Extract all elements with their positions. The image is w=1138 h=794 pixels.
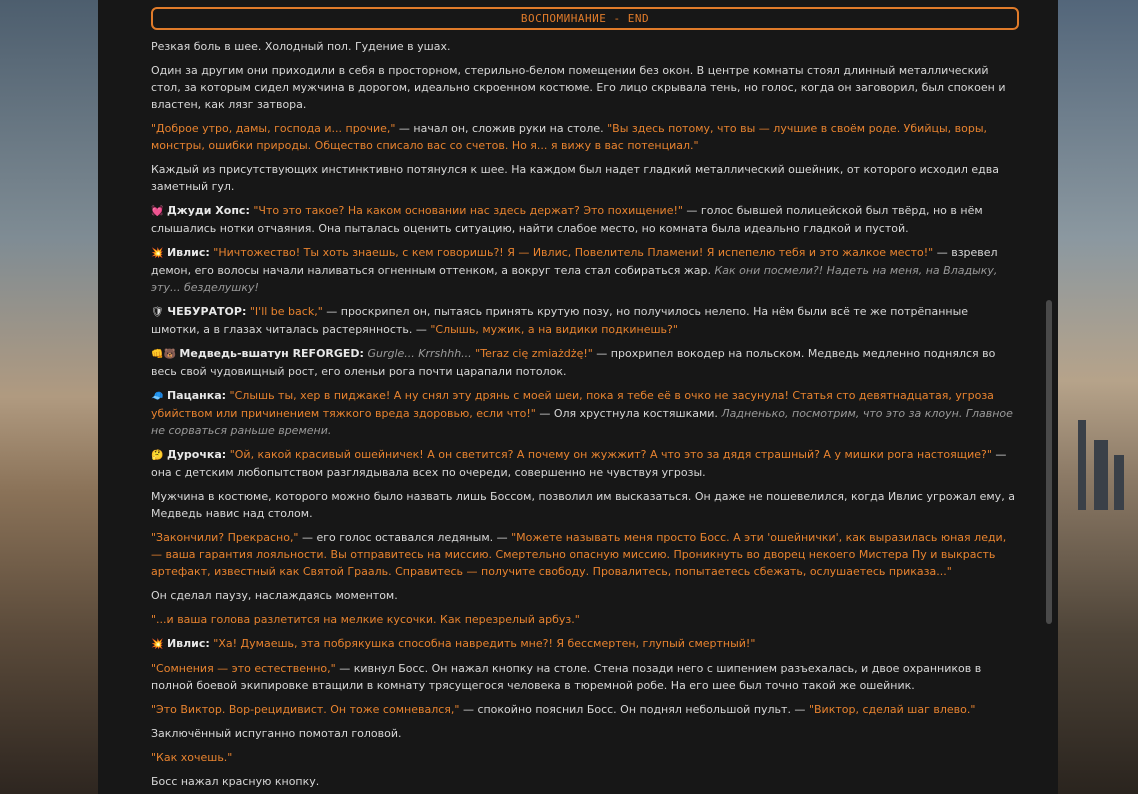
paragraph: Один за другим они приходили в себя в просторном, стерильно-белом помещении без окон. В центре комнаты стоял длинный металлический стол, за которым сидел мужчина в дорогом, идеально скроенном костюме. Его лицо скрывала тень, но голос, когда он заговорил, был спокоен и властен, как лязг затвора. [151,64,1006,111]
character-line: 👊🐻 Медведь-вшатун REFORGED: Gurgle... Krrshhh... "Teraz cię zmiażdżę!" — прохрипел вокодер на польском. Медведь медленно поднялся во весь свой чудовищный рост, его оленьи рога почти царапали потолок. [151,347,996,378]
explosion-icon: 💥 [151,248,164,259]
memory-header-title: ВОСПОМИНАНИЕ - END [520,12,650,25]
explosion-icon: 💥 [151,639,164,650]
paragraph: "Как хочешь." [151,751,233,764]
paragraph: Босс нажал красную кнопку. [151,775,320,788]
character-name: Ивлис: [166,246,210,259]
paragraph: Резкая боль в шее. Холодный пол. Гудение в ушах. [151,40,451,53]
background-tower [1094,440,1108,510]
shield-icon: 🛡 [151,307,164,318]
paragraph: "Это Виктор. Вор-рецидивист. Он тоже сомневался," — спокойно пояснил Босс. Он поднял небольшой пульт. — "Виктор, сделай шаг влево." [151,703,976,716]
background-right [1058,0,1138,794]
character-name: Джуди Хопс: [166,204,250,217]
character-name: Ивлис: [166,637,210,650]
paragraph: Мужчина в костюме, которого можно было назвать лишь Боссом, позволил им высказаться. Он даже не пошевелился, когда Ивлис угрожал ему, а Медведь навис над столом. [151,490,1015,520]
character-line: 💥 Ивлис: "Ха! Думаешь, эта побрякушка способна навредить мне?! Я бессмертен, глупый смертный!" [151,637,756,650]
message-content [151,38,1015,794]
paragraph: "...и ваша голова разлетится на мелкие кусочки. Как перезрелый арбуз." [151,613,580,626]
character-line: 🤔 Дурочка: "Ой, какой красивый ошейничек! А он светится? А почему он жужжит? А что это за дядя страшный? А у мишки рога настоящие?" — она с детским любопытством разглядывала всех по очереди, совершенно не чувствуя угрозы. [151,448,1007,479]
thinking-face-icon: 🤔 [151,450,164,461]
background-tower [1078,420,1086,510]
paragraph: "Закончили? Прекрасно," — его голос оставался ледяным. — "Можете называть меня просто Босс. А эти 'ошейнички', как выразилась юная леди, — ваша гарантия лояльности. Вы отправитесь на миссию. Смертельно опасную миссию. Проникнуть во дворец некоего Мистера Пу и выкрасть артефакт, известный как Святой Грааль. Справитесь — получите свободу. Провалитесь, попытаетесь сбежать, ослушаетесь приказа..." [151,531,1007,578]
paragraph: Он сделал паузу, наслаждаясь моментом. [151,589,398,602]
paragraph: Каждый из присутствующих инстинктивно потянулся к шее. На каждом был надет гладкий металлический ошейник, от которого исходил едва заметный гул. [151,163,999,193]
chat-panel[interactable] [98,0,1058,794]
memory-header [151,7,1019,30]
character-line: 💥 Ивлис: "Ничтожество! Ты хоть знаешь, с кем говоришь?! Я — Ивлис, Повелитель Пламени! Я испепелю тебя и это жалкое место!" — взревел демон, его волосы начали наливаться огненным оттенком, а вокруг тела стал собираться жар. Как они посмели?! Надеть на меня, на Владыку, эту... безделушку! [151,246,998,294]
character-line: 🛡 ЧЕБУРАТОР: "I'll be back," — проскрипел он, пытаясь принять крутую позу, но получилось нелепо. На нём были всё те же потрёпанные шмотки, а в глазах читалась растерянность. — "Слышь, мужик, а на видики подкинешь?" [151,305,969,336]
character-name: Пацанка: [166,389,227,402]
bear-icon: 👊🐻 [151,349,176,360]
heart-icon: 💓 [151,206,164,217]
character-name: Медведь-вшатун REFORGED: [179,347,364,360]
background-left [0,0,98,794]
scrollbar-thumb[interactable] [1046,300,1052,624]
cap-icon: 🧢 [151,391,164,402]
character-line: 🧢 Пацанка: "Слышь ты, хер в пиджаке! А ну снял эту дрянь с моей шеи, пока я тебе её в очко не засунула! Статья сто девятнадцатая, угроза убийством или причинением тяжкого вреда здоровью, если что!" — Оля хрустнула костяшками. Ладненько, посмотрим, что это за клоун. Главное не сорваться раньше времени. [151,389,1013,437]
paragraph: "Доброе утро, дамы, господа и... прочие," — начал он, сложив руки на столе. "Вы здесь потому, что вы — лучшие в своём роде. Убийцы, воры, монстры, ошибки природы. Общество списало вас со счетов. Но я... я вижу в вас потенциал." [151,122,988,152]
background-tower [1114,455,1124,510]
paragraph: "Сомнения — это естественно," — кивнул Босс. Он нажал кнопку на столе. Стена позади него с шипением разъехалась, и двое охранников в полной боевой экипировке втащили в комнату трясущегося человека в тюремной робе. На его шее был точно такой же ошейник. [151,662,982,692]
character-line: 💓 Джуди Хопс: "Что это такое? На каком основании нас здесь держат? Это похищение!" — голос бывшей полицейской был твёрд, но в нём слышались нотки отчаяния. Она пыталась оценить ситуацию, найти слабое место, но комната была идеально гладкой и пустой. [151,204,983,235]
paragraph: Заключённый испуганно помотал головой. [151,727,402,740]
character-name: Дурочка: [166,448,227,461]
character-name: ЧЕБУРАТОР: [167,305,247,318]
